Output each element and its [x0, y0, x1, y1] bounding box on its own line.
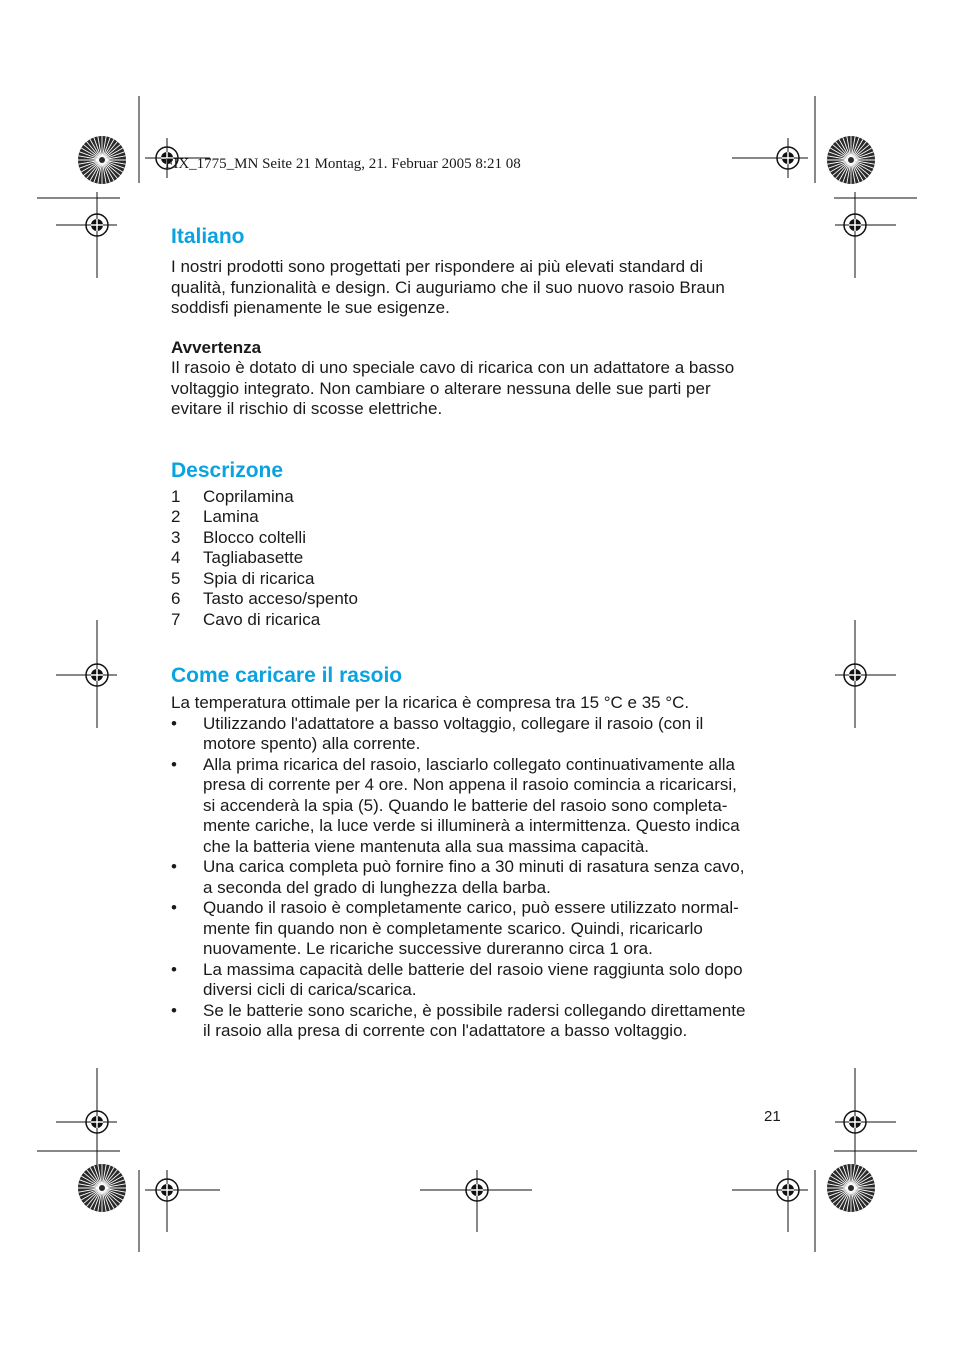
list-item — [171, 610, 786, 631]
item-number: 5 — [171, 568, 181, 588]
bullet-line: La massima capacità delle batterie del rasoio viene raggiunta solo dopo — [203, 959, 743, 979]
intro-line: soddisfi pienamente le sue esigenze. — [171, 298, 450, 317]
bullet-line: a seconda del grado di lunghezza della barba. — [203, 877, 551, 897]
item-number: 6 — [171, 589, 181, 608]
bullet-glyph: • — [171, 959, 177, 979]
list-item — [171, 487, 786, 508]
list-item — [171, 507, 786, 528]
bullet-glyph: • — [171, 898, 177, 917]
bullet-glyph: • — [171, 1000, 177, 1020]
bullet-item — [171, 898, 786, 960]
warning-title: Avvertenza — [171, 337, 262, 357]
registration-starburst-icon — [78, 1164, 126, 1212]
item-number: 1 — [171, 486, 181, 506]
page-number: 21 — [764, 1108, 781, 1125]
item-label: Lamina — [203, 507, 259, 526]
bullet-line: il rasoio alla presa di corrente con l'adattatore a basso voltaggio. — [203, 1021, 688, 1040]
bullet-line: Utilizzando l'adattatore a basso voltaggio, collegare il rasoio (con il — [203, 713, 704, 733]
warning-paragraph — [171, 358, 786, 420]
registration-starburst-icon — [78, 136, 126, 184]
bullet-line: Alla prima ricarica del rasoio, lasciarlo collegato continuativamente alla — [203, 754, 735, 774]
bullet-item — [171, 960, 786, 1001]
item-number: 4 — [171, 548, 181, 567]
bullet-line: mente cariche, la luce verde si illuminerà a intermittenza. Questo indica — [203, 816, 740, 835]
registration-starburst-icon — [827, 136, 875, 184]
item-label: Tagliabasette — [203, 548, 304, 567]
warning-line: Il rasoio è dotato di uno speciale cavo di ricarica con un adattatore a basso — [171, 358, 735, 377]
registration-crosshair-icon — [457, 1170, 497, 1210]
registration-starburst-icon — [827, 1164, 875, 1212]
item-label: Tasto acceso/spento — [203, 589, 358, 608]
intro-line: qualità, funzionalità e design. Ci auguriamo che il suo nuovo rasoio Braun — [171, 277, 725, 297]
registration-crosshair-icon — [147, 1170, 187, 1210]
bullet-line: si accenderà la spia (5). Quando le batterie del rasoio sono completa- — [203, 795, 728, 815]
registration-crosshair-icon — [77, 205, 117, 245]
bullet-line: nuovamente. Le ricariche successive dureranno circa 1 ora. — [203, 939, 653, 958]
list-item — [171, 548, 786, 569]
heading-caricare: Come caricare il rasoio — [171, 664, 403, 687]
bullet-glyph: • — [171, 754, 177, 774]
bullet-item — [171, 755, 786, 858]
item-label: Coprilamina — [203, 486, 294, 506]
bullet-line: motore spento) alla corrente. — [203, 734, 421, 753]
charging-intro: La temperatura ottimale per la ricarica è compresa tra 15 °C e 35 °C. — [171, 693, 690, 712]
warning-line: voltaggio integrato. Non cambiare o alterare nessuna delle sue parti per — [171, 378, 711, 398]
bullet-glyph: • — [171, 713, 177, 733]
registration-crosshair-icon — [77, 1102, 117, 1142]
heading-italiano: Italiano — [171, 225, 245, 248]
intro-paragraph — [171, 257, 786, 319]
bullet-item — [171, 857, 786, 898]
intro-line: I nostri prodotti sono progettati per rispondere ai più elevati standard di — [171, 257, 704, 276]
bullet-item — [171, 714, 786, 755]
list-item — [171, 528, 786, 549]
bullet-line: Quando il rasoio è completamente carico, può essere utilizzato normal- — [203, 898, 739, 917]
list-item — [171, 569, 786, 590]
item-number: 3 — [171, 527, 181, 547]
parts-list — [171, 487, 786, 631]
bullet-glyph: • — [171, 857, 177, 876]
registration-crosshair-icon — [835, 205, 875, 245]
item-number: 2 — [171, 507, 181, 526]
page-content — [171, 224, 786, 1042]
registration-crosshair-icon — [835, 1102, 875, 1142]
print-slug: FIX_1775_MN Seite 21 Montag, 21. Februar 2005 8:21 08 — [165, 156, 521, 172]
bullet-line: presa di corrente per 4 ore. Non appena il rasoio comincia a ricaricarsi, — [203, 775, 737, 794]
list-item — [171, 589, 786, 610]
bullet-item — [171, 1001, 786, 1042]
registration-crosshair-icon — [768, 1170, 808, 1210]
registration-crosshair-icon — [77, 655, 117, 695]
registration-crosshair-icon — [768, 138, 808, 178]
bullet-line: Una carica completa può fornire fino a 30 minuti di rasatura senza cavo, — [203, 857, 745, 876]
warning-line: evitare il rischio di scosse elettriche. — [171, 399, 443, 418]
bullet-line: mente fin quando non è completamente scarico. Quindi, ricaricarlo — [203, 918, 703, 938]
bullet-line: che la batteria viene mantenuta alla sua massima capacità. — [203, 836, 650, 856]
bullet-line: Se le batterie sono scariche, è possibile radersi collegando direttamente — [203, 1000, 746, 1020]
bullet-line: diversi cicli di carica/scarica. — [203, 980, 417, 999]
item-label: Cavo di ricarica — [203, 609, 321, 629]
item-label: Blocco coltelli — [203, 527, 306, 547]
registration-crosshair-icon — [835, 655, 875, 695]
charging-bullets — [171, 714, 786, 1042]
item-label: Spia di ricarica — [203, 568, 315, 588]
heading-descrizione: Descrizone — [171, 458, 284, 482]
item-number: 7 — [171, 609, 181, 629]
